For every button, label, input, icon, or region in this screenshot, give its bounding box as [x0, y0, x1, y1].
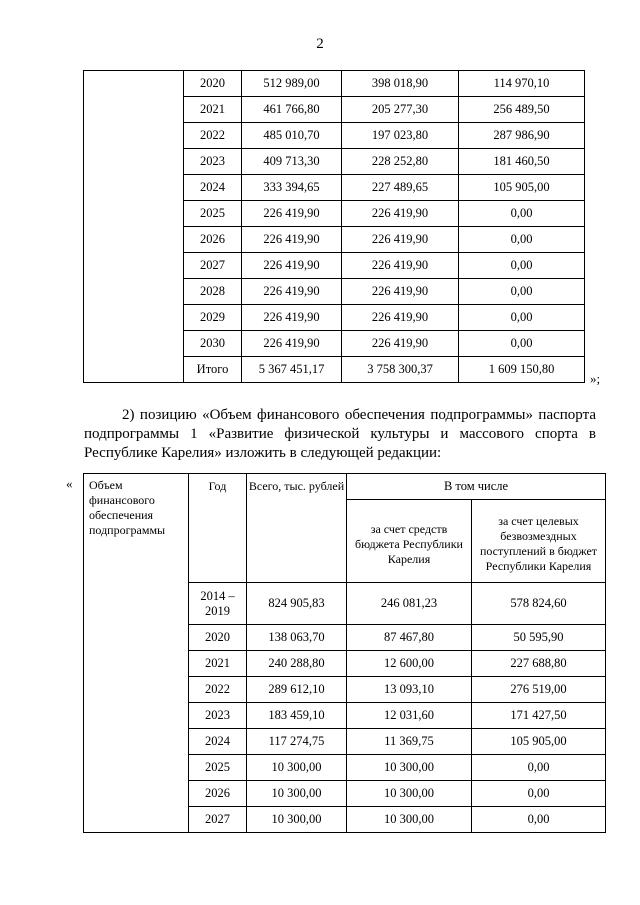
cell-budget: 87 467,80 [347, 625, 472, 651]
table2-opening-quote: « [66, 476, 73, 491]
cell-gratuit: 0,00 [459, 331, 585, 357]
cell-gratuit: 287 986,90 [459, 123, 585, 149]
cell-total: 226 419,90 [242, 279, 342, 305]
cell-year: 2022 [184, 123, 242, 149]
cell-total: 10 300,00 [247, 755, 347, 781]
cell-total: 226 419,90 [242, 305, 342, 331]
cell-gratuit: 0,00 [459, 279, 585, 305]
header-total: Всего, тыс. рублей [247, 474, 347, 583]
cell-budget: 197 023,80 [342, 123, 459, 149]
cell-year: 2024 [189, 729, 247, 755]
cell-total: 240 288,80 [247, 651, 347, 677]
cell-total: 409 713,30 [242, 149, 342, 175]
subprogram-funding-label: Объем финансового обеспечения подпрограммы [84, 474, 189, 833]
cell-budget: 10 300,00 [347, 807, 472, 833]
cell-total: 5 367 451,17 [242, 357, 342, 383]
cell-total: 333 394,65 [242, 175, 342, 201]
cell-budget: 226 419,90 [342, 201, 459, 227]
cell-budget: 12 031,60 [347, 703, 472, 729]
cell-gratuit: 105 905,00 [459, 175, 585, 201]
table1-closing-quote: »; [590, 371, 601, 386]
cell-total: 289 612,10 [247, 677, 347, 703]
cell-year: Итого [184, 357, 242, 383]
label-column-empty [84, 71, 184, 383]
cell-gratuit: 0,00 [472, 755, 606, 781]
cell-budget: 228 252,80 [342, 149, 459, 175]
cell-year: 2028 [184, 279, 242, 305]
cell-budget: 205 277,30 [342, 97, 459, 123]
cell-gratuit: 578 824,60 [472, 583, 606, 625]
cell-gratuit: 276 519,00 [472, 677, 606, 703]
cell-total: 512 989,00 [242, 71, 342, 97]
cell-budget: 226 419,90 [342, 227, 459, 253]
cell-budget: 398 018,90 [342, 71, 459, 97]
cell-year: 2023 [189, 703, 247, 729]
cell-year: 2024 [184, 175, 242, 201]
cell-total: 226 419,90 [242, 227, 342, 253]
cell-total: 226 419,90 [242, 201, 342, 227]
cell-year: 2030 [184, 331, 242, 357]
cell-gratuit: 0,00 [472, 781, 606, 807]
cell-gratuit: 181 460,50 [459, 149, 585, 175]
cell-year: 2022 [189, 677, 247, 703]
header-budget: за счет средств бюджета Республики Карелия [347, 500, 472, 583]
cell-budget: 10 300,00 [347, 755, 472, 781]
cell-budget: 246 081,23 [347, 583, 472, 625]
cell-total: 485 010,70 [242, 123, 342, 149]
cell-total: 226 419,90 [242, 331, 342, 357]
cell-budget: 10 300,00 [347, 781, 472, 807]
cell-total: 10 300,00 [247, 781, 347, 807]
cell-budget: 12 600,00 [347, 651, 472, 677]
cell-year: 2020 [189, 625, 247, 651]
cell-year: 2023 [184, 149, 242, 175]
cell-year: 2025 [189, 755, 247, 781]
cell-gratuit: 227 688,80 [472, 651, 606, 677]
cell-year: 2021 [189, 651, 247, 677]
cell-budget: 226 419,90 [342, 279, 459, 305]
header-year: Год [189, 474, 247, 583]
cell-gratuit: 171 427,50 [472, 703, 606, 729]
cell-budget: 11 369,75 [347, 729, 472, 755]
cell-budget: 3 758 300,37 [342, 357, 459, 383]
cell-total: 824 905,83 [247, 583, 347, 625]
subprogram-funding-table [83, 473, 606, 833]
cell-budget: 13 093,10 [347, 677, 472, 703]
cell-total: 117 274,75 [247, 729, 347, 755]
cell-total: 10 300,00 [247, 807, 347, 833]
cell-total: 183 459,10 [247, 703, 347, 729]
cell-total: 138 063,70 [247, 625, 347, 651]
funding-table-continued [83, 70, 585, 383]
header-gratuit: за счет целевых безвозмездных поступлений в бюджет Республики Карелия [472, 500, 606, 583]
cell-year: 2021 [184, 97, 242, 123]
cell-gratuit: 114 970,10 [459, 71, 585, 97]
cell-budget: 226 419,90 [342, 305, 459, 331]
page-number: 2 [316, 36, 324, 52]
cell-year: 2027 [189, 807, 247, 833]
cell-year: 2027 [184, 253, 242, 279]
cell-year: 2020 [184, 71, 242, 97]
table-row [84, 71, 585, 97]
cell-gratuit: 0,00 [459, 305, 585, 331]
cell-year: 2026 [189, 781, 247, 807]
amendment-paragraph [84, 406, 596, 463]
amendment-text: 2) позицию «Объем финансового обеспечения подпрограммы» паспорта подпрограммы 1 «Развитие физической культуры и массового спорта в Республике Карелия» изложить в следующей редакции: [84, 407, 596, 461]
cell-total: 461 766,80 [242, 97, 342, 123]
cell-budget: 226 419,90 [342, 253, 459, 279]
header-including: В том числе [347, 474, 606, 500]
cell-gratuit: 256 489,50 [459, 97, 585, 123]
cell-year: 2014 – 2019 [189, 583, 247, 625]
cell-gratuit: 105 905,00 [472, 729, 606, 755]
cell-budget: 226 419,90 [342, 331, 459, 357]
cell-year: 2029 [184, 305, 242, 331]
cell-year: 2026 [184, 227, 242, 253]
cell-year: 2025 [184, 201, 242, 227]
cell-total: 226 419,90 [242, 253, 342, 279]
cell-gratuit: 0,00 [459, 201, 585, 227]
cell-gratuit: 50 595,90 [472, 625, 606, 651]
cell-gratuit: 0,00 [472, 807, 606, 833]
cell-budget: 227 489,65 [342, 175, 459, 201]
cell-gratuit: 0,00 [459, 253, 585, 279]
cell-gratuit: 1 609 150,80 [459, 357, 585, 383]
cell-gratuit: 0,00 [459, 227, 585, 253]
